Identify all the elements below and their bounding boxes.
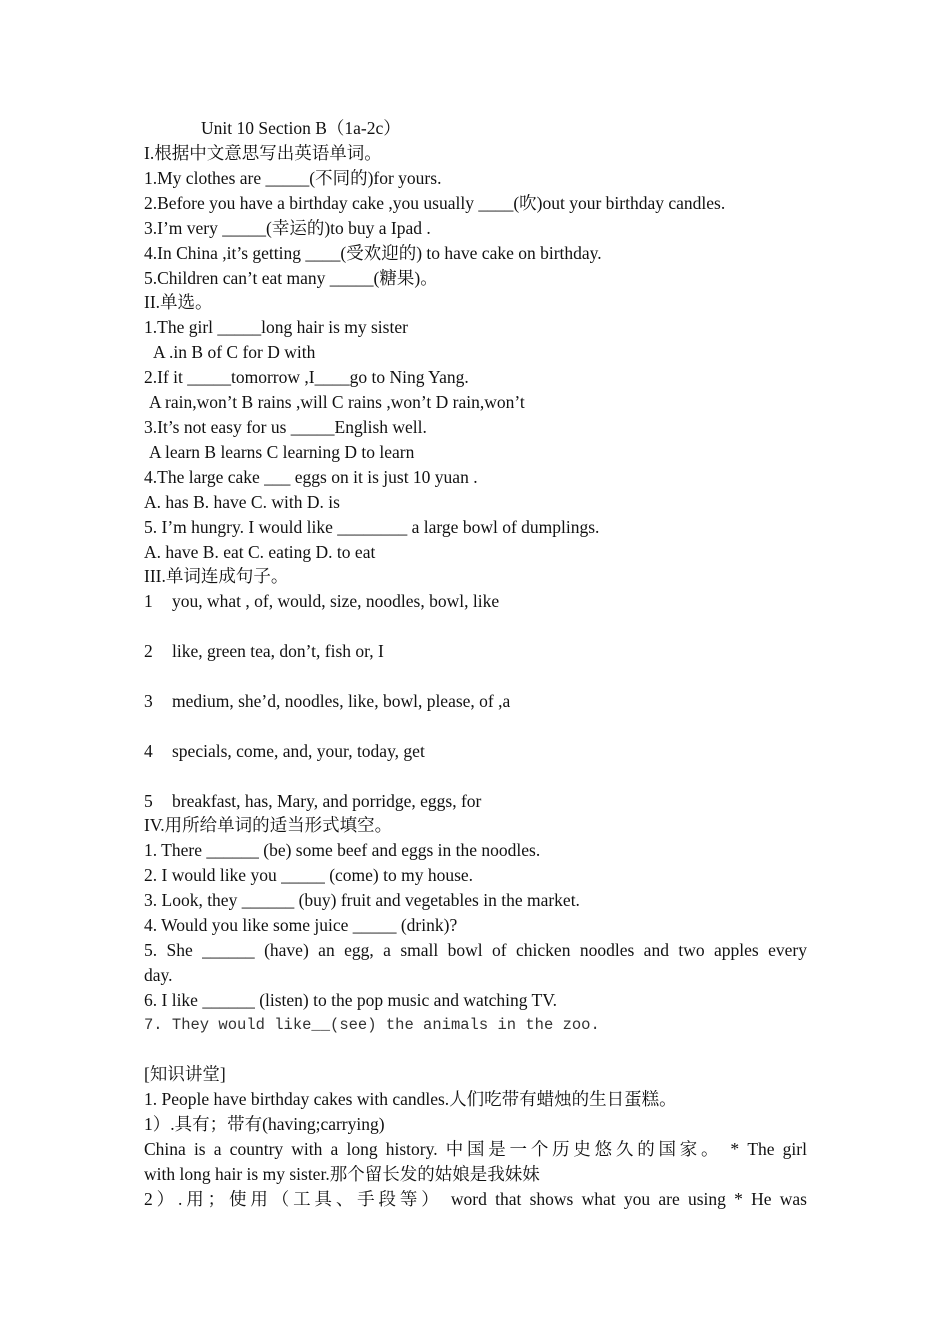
- section-1-heading: I.根据中文意思写出英语单词。: [144, 143, 382, 163]
- section-1-item: 5.Children can’t eat many _____(糖果)。: [144, 268, 438, 288]
- section-3-item: [144, 589, 807, 614]
- section-2-question: 3.It’s not easy for us _____English well.: [144, 417, 427, 437]
- section-3-item: [144, 689, 807, 714]
- section-2-heading: II.单选。: [144, 292, 213, 312]
- section-4-item: 7. They would like__(see) the animals in the zoo.: [144, 1016, 600, 1034]
- knowledge-subpoint: 1）.具有；带有(having;carrying): [144, 1114, 385, 1134]
- section-3-item: [144, 739, 807, 764]
- item-words: breakfast, has, Mary, and porridge, eggs, for: [172, 791, 482, 811]
- section-1-item: 4.In China ,it’s getting ____(受欢迎的) to have cake on birthday.: [144, 243, 602, 263]
- section-2-question: 4.The large cake ___ eggs on it is just 10 yuan .: [144, 467, 478, 487]
- section-4-item: 1. There ______ (be) some beef and eggs in the noodles.: [144, 840, 541, 860]
- section-4-item-continued: day.: [144, 965, 173, 985]
- knowledge-example-continued: with long hair is my sister.那个留长发的姑娘是我妹妹: [144, 1164, 540, 1184]
- item-words: you, what , of, would, size, noodles, bowl, like: [172, 591, 500, 611]
- page-title: Unit 10 Section B（1a-2c）: [201, 118, 401, 138]
- section-4-heading: IV.用所给单词的适当形式填空。: [144, 815, 393, 835]
- section-2-options: A rain,won’t B rains ,will C rains ,won’t D rain,won’t: [149, 392, 525, 412]
- item-number: 4: [144, 741, 153, 761]
- knowledge-subpoint: 2）.用；使用（工具、手段等） word that shows what you are using * He was: [144, 1189, 807, 1209]
- item-number: 3: [144, 691, 153, 711]
- section-2-question: 2.If it _____tomorrow ,I____go to Ning Yang.: [144, 367, 469, 387]
- section-4-item: 3. Look, they ______ (buy) fruit and vegetables in the market.: [144, 890, 580, 910]
- item-words: like, green tea, don’t, fish or, I: [172, 641, 384, 661]
- section-4-item: 6. I like ______ (listen) to the pop music and watching TV.: [144, 990, 557, 1010]
- section-3-item: [144, 789, 807, 814]
- item-words: medium, she’d, noodles, like, bowl, please, of ,a: [172, 691, 511, 711]
- section-1-item: 2.Before you have a birthday cake ,you usually ____(吹)out your birthday candles.: [144, 193, 726, 213]
- knowledge-heading: [知识讲堂]: [144, 1064, 226, 1084]
- section-2-options: A .in B of C for D with: [153, 342, 316, 362]
- section-2-options: A. has B. have C. with D. is: [144, 492, 340, 512]
- knowledge-example: China is a country with a long history. 中国是一个历史悠久的国家。 * The girl: [144, 1139, 807, 1159]
- section-2-question: 1.The girl _____long hair is my sister: [144, 317, 408, 337]
- section-4-item: 2. I would like you _____ (come) to my house.: [144, 865, 474, 885]
- section-3-item: [144, 639, 807, 664]
- section-3-heading: III.单词连成句子。: [144, 566, 289, 586]
- section-4-item: 5. She ______ (have) an egg, a small bowl of chicken noodles and two apples every: [144, 940, 807, 960]
- section-1-item: 3.I’m very _____(幸运的)to buy a Ipad .: [144, 218, 431, 238]
- item-number: 2: [144, 641, 153, 661]
- section-1-item: 1.My clothes are _____(不同的)for yours.: [144, 168, 442, 188]
- item-words: specials, come, and, your, today, get: [172, 741, 425, 761]
- section-2-options: A learn B learns C learning D to learn: [149, 442, 415, 462]
- item-number: 1: [144, 591, 153, 611]
- section-2-options: A. have B. eat C. eating D. to eat: [144, 542, 376, 562]
- section-2-question: 5. I’m hungry. I would like ________ a large bowl of dumplings.: [144, 517, 600, 537]
- item-number: 5: [144, 791, 153, 811]
- section-4-item: 4. Would you like some juice _____ (drink)?: [144, 915, 458, 935]
- knowledge-point: 1. People have birthday cakes with candles.人们吃带有蜡烛的生日蛋糕。: [144, 1089, 677, 1109]
